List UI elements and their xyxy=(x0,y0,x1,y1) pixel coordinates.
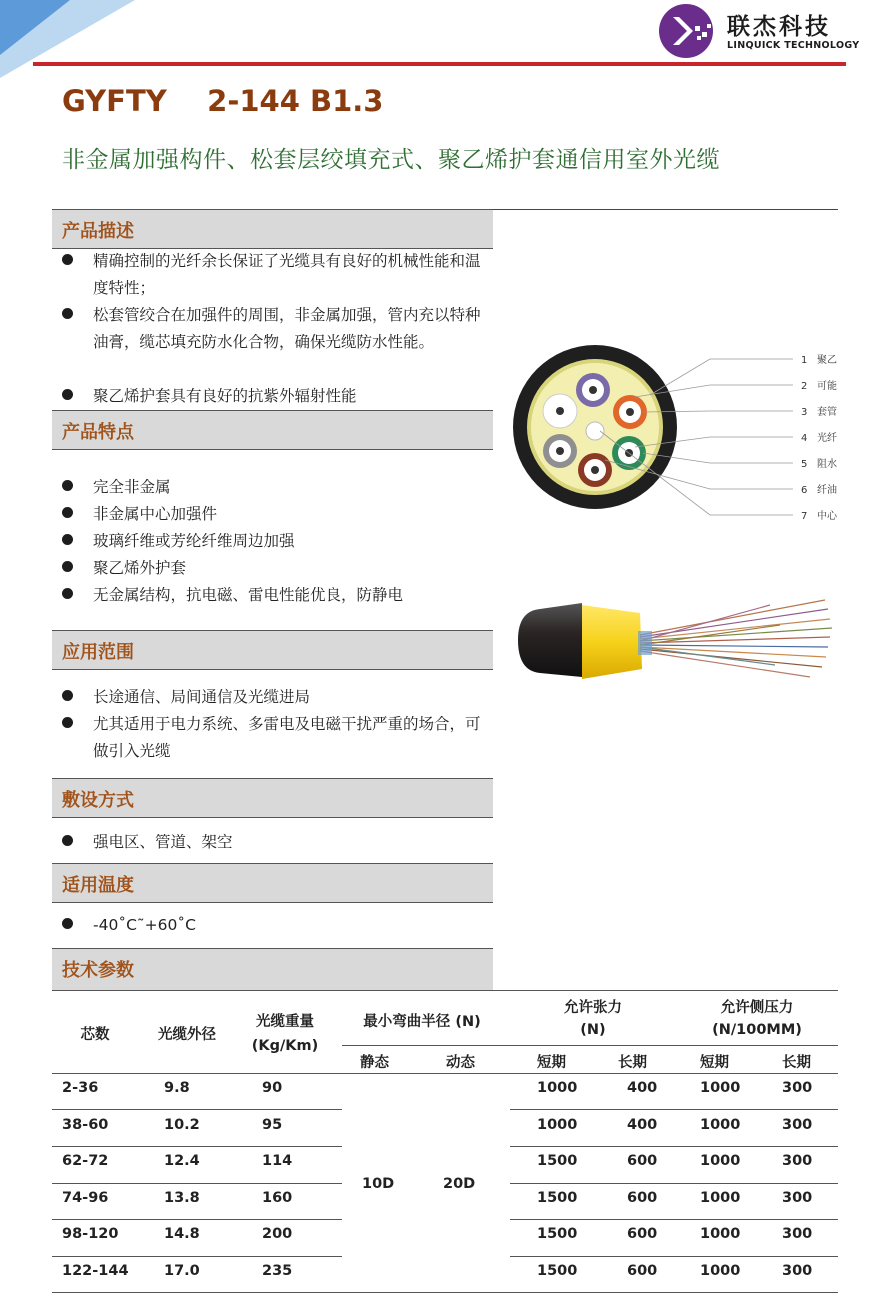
header-static: 静态 xyxy=(360,1055,389,1071)
cell-diameter: 13.8 xyxy=(164,1190,200,1206)
section-description xyxy=(52,209,493,249)
brand-name-en: LINQUICK TECHNOLOGY xyxy=(727,40,860,51)
header-cores: 芯数 xyxy=(80,1027,110,1043)
cell-crush-short: 1000 xyxy=(700,1080,741,1096)
cell-cores: 38-60 xyxy=(62,1117,109,1133)
cell-tension-long: 400 xyxy=(627,1080,658,1096)
cell-weight: 200 xyxy=(262,1226,293,1242)
list-item: -40˚C˜+60˚C xyxy=(62,912,492,939)
diagram-label-text: 聚乙 xyxy=(817,355,837,366)
header-tension-short: 短期 xyxy=(537,1055,566,1071)
list-item: 聚乙烯护套具有良好的抗紫外辐射性能 xyxy=(62,383,492,410)
diagram-label-text: 套管 xyxy=(817,407,837,418)
list-item: 非金属中心加强件 xyxy=(62,501,492,528)
cell-diameter: 10.2 xyxy=(164,1117,200,1133)
list-item: 完全非金属 xyxy=(62,474,492,501)
cable-cross-section-diagram xyxy=(505,335,845,535)
list-item: 聚乙烯外护套 xyxy=(62,555,492,582)
cell-crush-long: 300 xyxy=(782,1153,813,1169)
company-logo xyxy=(657,2,887,60)
cell-diameter: 17.0 xyxy=(164,1263,200,1279)
bullet-icon xyxy=(62,717,73,728)
bullet-icon xyxy=(62,588,73,599)
header-weight-unit: (Kg/Km) xyxy=(251,1038,319,1054)
header-crush-unit: (N/100MM) xyxy=(712,1022,802,1038)
section-title: 应用范围 xyxy=(62,642,134,663)
diagram-label-text: 纤油 xyxy=(817,485,837,496)
bullet-icon xyxy=(62,480,73,491)
diagram-label-num: 4 xyxy=(801,433,808,444)
section-installation xyxy=(52,778,493,818)
diagram-label-text: 中心 xyxy=(817,511,837,522)
cell-crush-short: 1000 xyxy=(700,1226,741,1242)
cell-tension-short: 1000 xyxy=(537,1117,578,1133)
list-item: 强电区、管道、架空 xyxy=(62,829,492,856)
section-title: 产品特点 xyxy=(62,422,134,443)
section-title: 适用温度 xyxy=(62,875,134,896)
cell-weight: 90 xyxy=(262,1080,283,1096)
cell-weight: 114 xyxy=(262,1153,293,1169)
cell-diameter: 9.8 xyxy=(164,1080,190,1096)
list-item: 精确控制的光纤余长保证了光缆具有良好的机械性能和温度特性； xyxy=(62,248,492,302)
cell-tension-long: 600 xyxy=(627,1190,658,1206)
list-item: 长途通信、局间通信及光缆进局 xyxy=(62,684,492,711)
diagram-label-num: 1 xyxy=(801,355,808,366)
diagram-label-num: 7 xyxy=(801,511,808,522)
bullet-icon xyxy=(62,690,73,701)
header-crush-long: 长期 xyxy=(782,1055,811,1071)
bullet-icon xyxy=(62,507,73,518)
header-diameter: 光缆外径 xyxy=(158,1027,216,1043)
cell-tension-long: 600 xyxy=(627,1226,658,1242)
cell-tension-long: 600 xyxy=(627,1153,658,1169)
cell-diameter: 12.4 xyxy=(164,1153,200,1169)
bullet-icon xyxy=(62,561,73,572)
cell-weight: 95 xyxy=(262,1117,283,1133)
header-weight: 光缆重量 xyxy=(256,1014,314,1030)
section-title: 产品描述 xyxy=(62,221,134,242)
header-dynamic: 动态 xyxy=(446,1055,475,1071)
section-application xyxy=(52,630,493,670)
cell-crush-long: 300 xyxy=(782,1117,813,1133)
section-title: 技术参数 xyxy=(62,960,134,981)
brand-name-cn: 联杰科技 xyxy=(727,14,831,40)
product-subtitle: 非金属加强构件、松套层绞填充式、聚乙烯护套通信用室外光缆 xyxy=(62,147,720,173)
diagram-label-num: 6 xyxy=(801,485,808,496)
header-bend-radius: 最小弯曲半径 (N) xyxy=(363,1014,481,1030)
cell-crush-short: 1000 xyxy=(700,1153,741,1169)
cell-crush-short: 1000 xyxy=(700,1190,741,1206)
header-crush: 允许侧压力 xyxy=(720,1000,794,1016)
list-item: 玻璃纤维或芳纶纤维周边加强 xyxy=(62,528,492,555)
bullet-icon xyxy=(62,254,73,265)
cable-photo xyxy=(510,595,835,690)
central-member xyxy=(586,422,604,440)
list-item: 无金属结构，抗电磁、雷电性能优良，防静电 xyxy=(62,582,492,609)
section-features xyxy=(52,410,493,450)
header-tension-long: 长期 xyxy=(618,1055,647,1071)
list-item: 松套管绞合在加强件的周围，非金属加强，管内充以特种油膏，缆芯填充防水化合物，确保光缆防水性能。 xyxy=(62,302,492,356)
cell-tension-long: 600 xyxy=(627,1263,658,1279)
cell-tension-short: 1000 xyxy=(537,1080,578,1096)
cell-tension-short: 1500 xyxy=(537,1226,578,1242)
header-tension: 允许张力 xyxy=(564,1000,622,1016)
list-item: 尤其适用于电力系统、多雷电及电磁干扰严重的场合，可做引入光缆 xyxy=(62,711,492,765)
cell-tension-short: 1500 xyxy=(537,1153,578,1169)
diagram-label-text: 阻水 xyxy=(817,459,837,470)
diagram-label-num: 3 xyxy=(801,407,808,418)
cell-cores: 98-120 xyxy=(62,1226,119,1242)
logo-icon xyxy=(657,2,719,60)
cell-cores: 2-36 xyxy=(62,1080,99,1096)
bullet-icon xyxy=(62,389,73,400)
bullet-icon xyxy=(62,534,73,545)
corner-decoration xyxy=(0,0,140,90)
cell-diameter: 14.8 xyxy=(164,1226,200,1242)
cell-weight: 160 xyxy=(262,1190,293,1206)
diagram-label-num: 2 xyxy=(801,381,808,392)
bend-dynamic-value: 20D xyxy=(443,1176,476,1192)
header-tension-unit: (N) xyxy=(580,1022,606,1038)
product-model: GYFTY 2-144 B1.3 xyxy=(62,84,384,118)
section-title: 敷设方式 xyxy=(62,790,134,811)
diagram-label-num: 5 xyxy=(801,459,808,470)
bullet-icon xyxy=(62,918,73,929)
cell-crush-long: 300 xyxy=(782,1226,813,1242)
section-tech xyxy=(52,948,493,991)
cell-cores: 62-72 xyxy=(62,1153,109,1169)
cell-crush-long: 300 xyxy=(782,1190,813,1206)
cell-tension-short: 1500 xyxy=(537,1190,578,1206)
cell-crush-short: 1000 xyxy=(700,1117,741,1133)
cell-crush-short: 1000 xyxy=(700,1263,741,1279)
diagram-label-text: 可能 xyxy=(817,381,837,392)
diagram-label-text: 光纤 xyxy=(817,433,837,444)
cell-cores: 122-144 xyxy=(62,1263,129,1279)
bullet-icon xyxy=(62,835,73,846)
bullet-icon xyxy=(62,308,73,319)
cell-cores: 74-96 xyxy=(62,1190,109,1206)
cell-crush-long: 300 xyxy=(782,1080,813,1096)
header-crush-short: 短期 xyxy=(700,1055,729,1071)
bend-static-value: 10D xyxy=(362,1176,395,1192)
cell-tension-long: 400 xyxy=(627,1117,658,1133)
cell-tension-short: 1500 xyxy=(537,1263,578,1279)
cell-weight: 235 xyxy=(262,1263,293,1279)
header-divider xyxy=(33,62,846,66)
cell-crush-long: 300 xyxy=(782,1263,813,1279)
section-temperature xyxy=(52,863,493,903)
